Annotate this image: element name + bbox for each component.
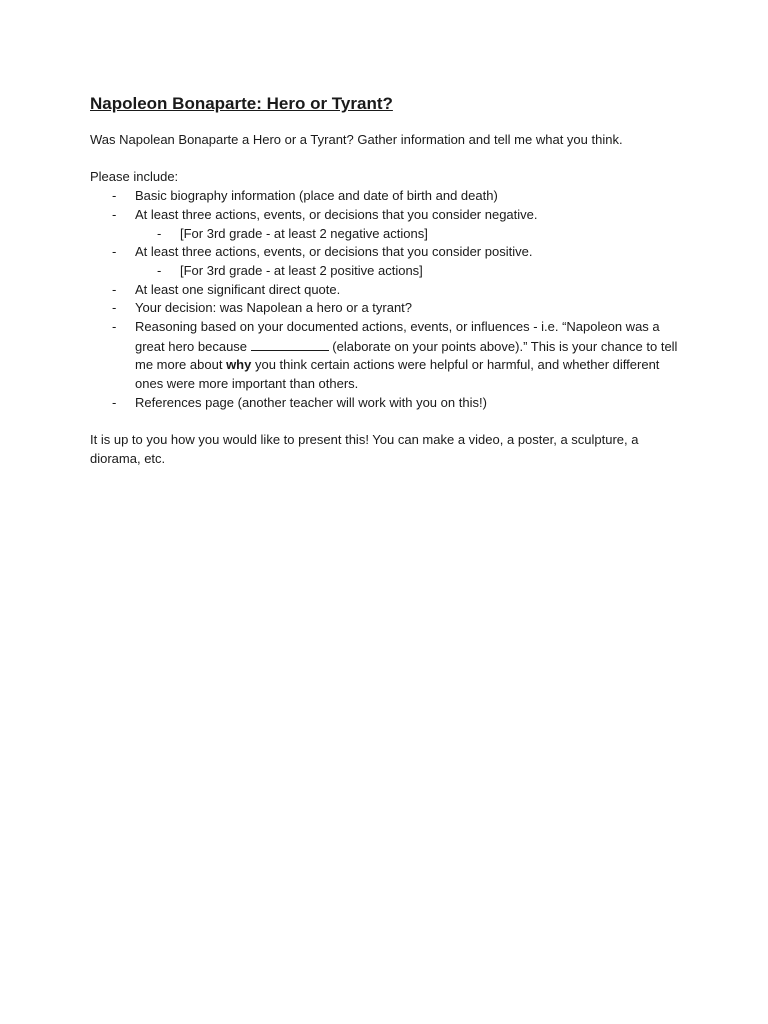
list-item-negative-actions bbox=[90, 206, 690, 225]
reasoning-text-part-3: you think certain actions were helpful or harmful, and whether different ones were more important than others. bbox=[135, 357, 660, 392]
intro-paragraph: Was Napolean Bonaparte a Hero or a Tyrant? Gather information and tell me what you think. bbox=[90, 132, 623, 147]
document-page bbox=[90, 92, 690, 469]
list-item-decision bbox=[90, 299, 690, 318]
bullet-dash: - bbox=[112, 319, 117, 335]
bullet-dash: - bbox=[157, 262, 162, 278]
sub-item-text: [For 3rd grade - at least 2 positive actions] bbox=[180, 262, 423, 278]
list-item-text: At least three actions, events, or decisions that you consider positive. bbox=[135, 244, 533, 260]
list-item-biography bbox=[90, 187, 690, 206]
fill-in-blank bbox=[251, 337, 329, 351]
sub-item-positive-3rd-grade bbox=[90, 262, 690, 281]
emphasis-why: why bbox=[226, 357, 252, 373]
list-item-text: At least three actions, events, or decisions that you consider negative. bbox=[135, 206, 538, 222]
bullet-dash: - bbox=[112, 206, 117, 222]
include-label: Please include: bbox=[90, 169, 179, 185]
bullet-dash: - bbox=[112, 188, 117, 204]
reasoning-text-part-2: (elaborate on your points above).” This is your chance to tell me more about bbox=[135, 338, 678, 373]
list-item-quote bbox=[90, 281, 690, 300]
list-item-text: References page (another teacher will work with you on this!) bbox=[135, 394, 487, 410]
list-item-positive-actions bbox=[90, 243, 690, 262]
sub-item-negative-3rd-grade bbox=[90, 225, 690, 244]
list-item-text: Basic biography information (place and date of birth and death) bbox=[135, 188, 498, 204]
bullet-dash: - bbox=[112, 394, 117, 410]
closing-paragraph: It is up to you how you would like to present this! You can make a video, a poster, a sculpture, a diorama, etc. bbox=[90, 432, 639, 466]
requirements-list bbox=[90, 187, 690, 412]
list-item-references bbox=[90, 394, 690, 413]
list-item-reasoning bbox=[90, 318, 690, 394]
list-item-text: At least one significant direct quote. bbox=[135, 281, 341, 297]
document-title: Napoleon Bonaparte: Hero or Tyrant? bbox=[90, 94, 393, 113]
bullet-dash: - bbox=[112, 281, 117, 297]
bullet-dash: - bbox=[157, 225, 162, 241]
bullet-dash: - bbox=[112, 244, 117, 260]
list-item-text: Your decision: was Napolean a hero or a tyrant? bbox=[135, 300, 413, 316]
bullet-dash: - bbox=[112, 300, 117, 316]
reasoning-text-part-1: Reasoning based on your documented actions, events, or influences - i.e. “Napoleon was a great hero because bbox=[135, 319, 660, 354]
sub-item-text: [For 3rd grade - at least 2 negative actions] bbox=[180, 225, 428, 241]
